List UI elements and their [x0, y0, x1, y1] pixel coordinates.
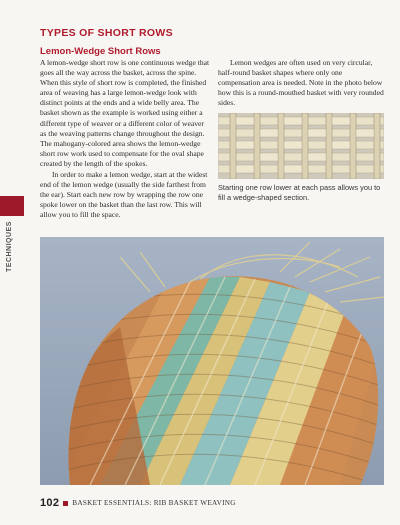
book-title: BASKET ESSENTIALS: RIB BASKET WEAVING: [72, 499, 236, 507]
section-tab-marker: [0, 196, 24, 216]
page-footer: [40, 497, 236, 509]
weave-detail-illustration: [218, 113, 384, 179]
body-paragraph: In order to make a lemon wedge, start at the widest end of the lemon wedge (usually the side farthest from the ear). Start each new row by wrapping the row one spoke lower on the basket than the last row. This will allow you to fill the space.: [40, 170, 208, 220]
photo-caption: Starting one row lower at each pass allows you to fill a wedge-shaped section.: [218, 183, 381, 202]
basket-photo: [40, 237, 384, 485]
right-column: [218, 58, 384, 108]
section-title: TYPES OF SHORT ROWS: [40, 27, 173, 39]
basket-illustration: [40, 237, 384, 485]
body-paragraph: Lemon wedges are often used on very circular, half-round basket shapes where only one compensation area is needed. Note in the photo below how this is a round-mouthed basket with very rounded sides.: [218, 58, 384, 108]
weave-detail-photo: [218, 113, 384, 179]
section-tab-label: TECHNIQUES: [6, 221, 13, 272]
footer-separator: [63, 501, 68, 506]
left-column: [40, 58, 210, 221]
page-number: 102: [40, 497, 60, 509]
body-paragraph: A lemon-wedge short row is one continuous wedge that goes all the way across the basket, across the spine. When this style of short row is completed, the finished area of weaving has a large lemon-wedge look with distinct points at the ends and a wide belly area. The basket shown as the example is worked using either a different type of weaver or a different color of weaver as the weaving patterns change throughout the design. The mahogany-colored area shows the lemon-wedge short row work used to compensate for the oval shape created by the length of the spokes.: [40, 58, 210, 168]
subsection-title: Lemon-Wedge Short Rows: [40, 46, 161, 57]
